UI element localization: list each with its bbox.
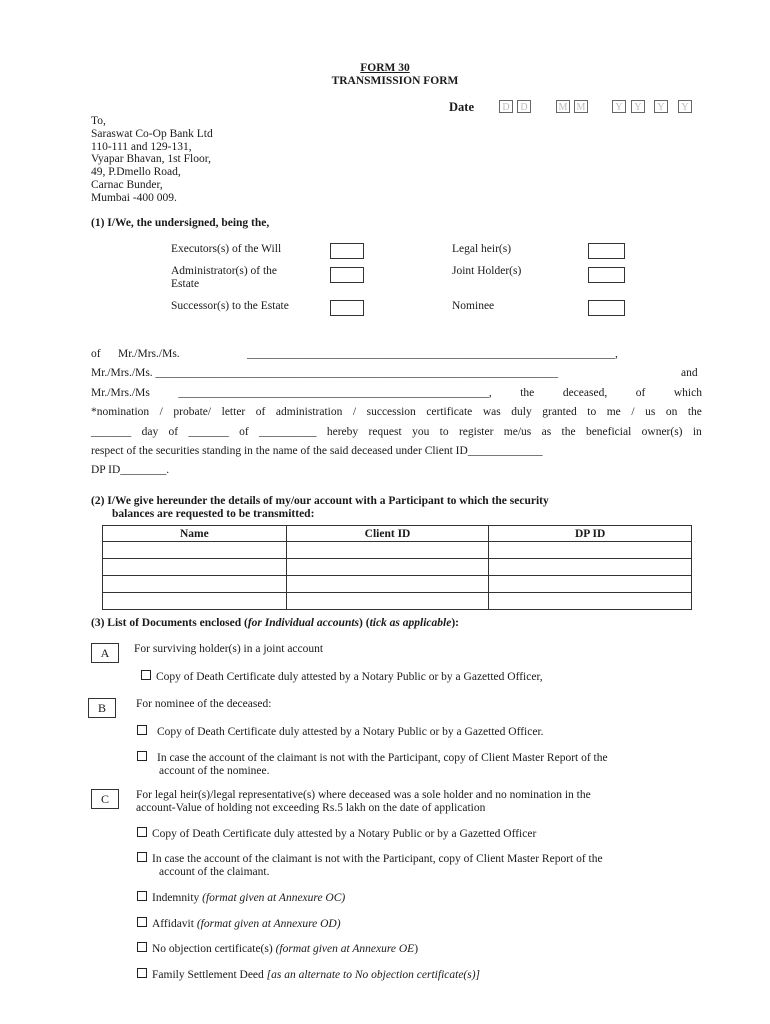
client-id-cell[interactable] (286, 542, 489, 559)
section-b-item[interactable] (137, 751, 608, 778)
section-a-title: For surviving holder(s) in a joint account (134, 643, 324, 655)
section3-heading-part: (3) List of Documents enclosed ( (91, 617, 248, 629)
section-c-item-label: Affidavit (152, 918, 197, 930)
line-word: the (561, 426, 576, 438)
line-word: to (439, 426, 449, 438)
section-c-item-label-cont: account of the claimant. (159, 866, 270, 878)
address-line: 110-111 and 129-131, (91, 140, 192, 153)
dp-id-line: DP ID________. (91, 464, 170, 476)
dp-id-cell[interactable] (489, 576, 692, 593)
line-word: _______ (91, 426, 132, 438)
section3-heading-part: ): (451, 617, 459, 629)
address-line: To, (91, 115, 106, 127)
date-digit-box[interactable]: Y (612, 100, 626, 113)
line-word: the (687, 406, 702, 418)
section-c-item-note: (format given at Annexure OD) (196, 918, 341, 930)
section2-heading (91, 495, 549, 521)
checkbox-icon[interactable] (137, 725, 147, 735)
form-number: FORM 30 (360, 62, 410, 74)
line-word: as (541, 426, 552, 438)
nominee-label: Nominee (452, 300, 495, 312)
column-header-client-id: Client ID (286, 526, 489, 542)
client-id-line: respect of the securities standing in the name of the said deceased under Client ID_____________ (91, 445, 543, 457)
checkbox-icon[interactable] (137, 917, 147, 927)
and-label: and (681, 367, 698, 379)
checkbox-icon[interactable] (137, 751, 147, 761)
client-id-cell[interactable] (286, 576, 489, 593)
section-a-item[interactable] (141, 670, 543, 683)
name-cell[interactable] (103, 559, 287, 576)
address-line: 49, P.Dmello Road, (91, 166, 181, 179)
section3-heading-emphasis: for Individual accounts (247, 617, 360, 629)
line-word: duly (511, 406, 532, 418)
line-word: to (587, 406, 597, 418)
line-word: of (635, 387, 646, 399)
dp-id-cell[interactable] (489, 593, 692, 610)
section-c-title-line2: account-Value of holding not exceeding Rs.5 lakh on the date of application (136, 802, 486, 814)
successor-checkbox[interactable] (330, 300, 364, 316)
line-word: was (482, 406, 501, 418)
checkbox-icon[interactable] (137, 942, 147, 952)
name-blank[interactable]: ________________________________________________________________, (247, 348, 618, 360)
line-word: / (159, 406, 163, 418)
line-word: of (255, 406, 266, 418)
administrator-checkbox[interactable] (330, 267, 364, 283)
form-title: TRANSMISSION FORM (331, 75, 459, 87)
dp-id-cell[interactable] (489, 542, 692, 559)
section-b-item-label: Copy of Death Certificate duly attested by a Notary Public or by a Gazetted Officer. (157, 726, 544, 738)
section-b-title: For nominee of the deceased: (136, 698, 272, 710)
section-c-item-label: Family Settlement Deed (152, 969, 267, 981)
section-c-item[interactable] (137, 891, 345, 904)
table-row (103, 593, 692, 610)
section2-heading-line1: (2) I/We give hereunder the details of my/our account with a Participant to which the security (91, 495, 549, 507)
line-word: request (368, 426, 402, 438)
section-c-item-label: No objection certificate(s) (152, 943, 276, 955)
executors-checkbox[interactable] (330, 243, 364, 259)
date-digit-box[interactable]: Y (631, 100, 645, 113)
administrator-label-line2: Estate (171, 278, 200, 290)
date-digit-box[interactable]: Y (654, 100, 668, 113)
section-c-item[interactable] (137, 968, 480, 981)
request-line (91, 426, 702, 438)
name-cell[interactable] (103, 593, 287, 610)
column-header-dp-id: DP ID (489, 526, 692, 542)
date-digit-box[interactable]: M (574, 100, 588, 113)
date-digit-box[interactable]: M (556, 100, 570, 113)
line-word: deceased, (562, 387, 608, 399)
section-c-item-label: ) (414, 943, 419, 955)
successor-label: Successor(s) to the Estate (171, 300, 289, 312)
address-line: Mumbai -400 009. (91, 191, 177, 204)
table-row (103, 559, 692, 576)
line-word: *nomination (91, 406, 150, 418)
section-c-item-note: [as an alternate to No objection certificate(s)] (266, 969, 481, 981)
section2-heading-line2: balances are requested to be transmitted: (112, 508, 315, 520)
administrator-label (171, 265, 277, 291)
joint-holder-label: Joint Holder(s) (452, 265, 522, 277)
table-row (103, 542, 692, 559)
address-block (91, 115, 213, 205)
line-word: owner(s) (641, 426, 683, 438)
section-c-item-note: (format given at Annexure OC) (202, 892, 346, 904)
column-header-name: Name (103, 526, 287, 542)
checkbox-icon[interactable] (137, 891, 147, 901)
section-c-item[interactable] (137, 827, 536, 840)
section-b-item-label: In case the account of the claimant is not with the Participant, copy of Client Master Report of the (157, 752, 608, 764)
executors-label: Executors(s) of the Will (171, 243, 282, 255)
line-word: administration (275, 406, 343, 418)
nominee-checkbox[interactable] (588, 300, 625, 316)
client-id-cell[interactable] (286, 559, 489, 576)
line-word: certificate (426, 406, 473, 418)
section-c-title-line1: For legal heir(s)/legal representative(s) where deceased was a sole holder and no nomination in the (136, 789, 591, 801)
of-label: of (91, 348, 101, 360)
line-word: / (631, 406, 635, 418)
section-a-marker: A (91, 643, 119, 663)
name-cell[interactable] (103, 542, 287, 559)
line-word: probate/ (173, 406, 212, 418)
client-id-cell[interactable] (286, 593, 489, 610)
checkbox-icon[interactable] (137, 968, 147, 978)
section-c-item-label: Copy of Death Certificate duly attested by a Notary Public or by a Gazetted Officer (152, 828, 537, 840)
line-word: in (692, 426, 702, 438)
line-word: on (665, 406, 678, 418)
date-digit-box[interactable]: Y (678, 100, 692, 113)
line-word: which (673, 387, 702, 399)
section-c-marker: C (91, 789, 119, 809)
line-word: day (141, 426, 159, 438)
table-header-row (103, 526, 692, 542)
line-word: granted (542, 406, 577, 418)
line-word: of (239, 426, 249, 438)
line-word: register (458, 426, 494, 438)
section-c-item[interactable] (137, 942, 418, 955)
name-line-2[interactable]: Mr./Mrs./Ms. ______________________________________________________________________ (91, 367, 559, 379)
section-c-item[interactable] (137, 917, 341, 930)
date-digit-box[interactable]: D (517, 100, 531, 113)
line-word: letter (221, 406, 246, 418)
legal-heir-label: Legal heir(s) (452, 243, 512, 255)
section1-heading: (1) I/We, the undersigned, being the, (91, 217, 270, 229)
line-word: ______________________________________________________, (178, 387, 492, 399)
section3-heading-part: ) ( (359, 617, 370, 629)
address-line: Vyapar Bhavan, 1st Floor, (91, 153, 211, 166)
section-b-item-label-cont: account of the nominee. (159, 765, 270, 777)
section3-heading-emphasis: tick as applicable (369, 617, 452, 629)
line-word: hereby (326, 426, 359, 438)
checkbox-icon[interactable] (141, 670, 151, 680)
line-word: me/us (503, 426, 532, 438)
section-c-item-label: Indemnity (152, 892, 203, 904)
address-line: Carnac Bunder, (91, 178, 163, 191)
line-word: us (645, 406, 656, 418)
section-c-item[interactable] (137, 852, 603, 879)
line-word: beneficial (585, 426, 632, 438)
line-word: succession (366, 406, 416, 418)
address-line: Saraswat Co-Op Bank Ltd (91, 127, 213, 140)
date-label: Date (449, 100, 474, 114)
nomination-line (91, 406, 702, 418)
title-prefix: Mr./Mrs./Ms. (118, 348, 180, 360)
section3-heading (91, 617, 459, 629)
dp-id-cell[interactable] (489, 559, 692, 576)
checkbox-icon[interactable] (137, 827, 147, 837)
name-cell[interactable] (103, 576, 287, 593)
table-row (103, 576, 692, 593)
section-c-item-note: (format given at Annexure OE (275, 943, 415, 955)
checkbox-icon[interactable] (137, 852, 147, 862)
account-details-table (102, 525, 692, 610)
line-word: of (168, 426, 179, 438)
section-b-item[interactable] (137, 725, 544, 738)
line-word: __________ (259, 426, 317, 438)
administrator-label-line1: Administrator(s) of the (171, 265, 278, 277)
line-word: Mr./Mrs./Ms (91, 387, 150, 399)
date-digit-box[interactable]: D (499, 100, 513, 113)
legal-heir-checkbox[interactable] (588, 243, 625, 259)
section-b-marker: B (88, 698, 116, 718)
line-word: me (606, 406, 621, 418)
section-c-title (136, 789, 591, 815)
deceased-line (91, 387, 702, 399)
section-c-item-label: In case the account of the claimant is not with the Participant, copy of Client Master Report of the (152, 853, 603, 865)
line-word: the (520, 387, 535, 399)
line-word: / (352, 406, 357, 418)
section-a-item-label: Copy of Death Certificate duly attested by a Notary Public or by a Gazetted Officer, (156, 671, 543, 683)
line-word: you (412, 426, 430, 438)
joint-holder-checkbox[interactable] (588, 267, 625, 283)
line-word: _______ (188, 426, 229, 438)
